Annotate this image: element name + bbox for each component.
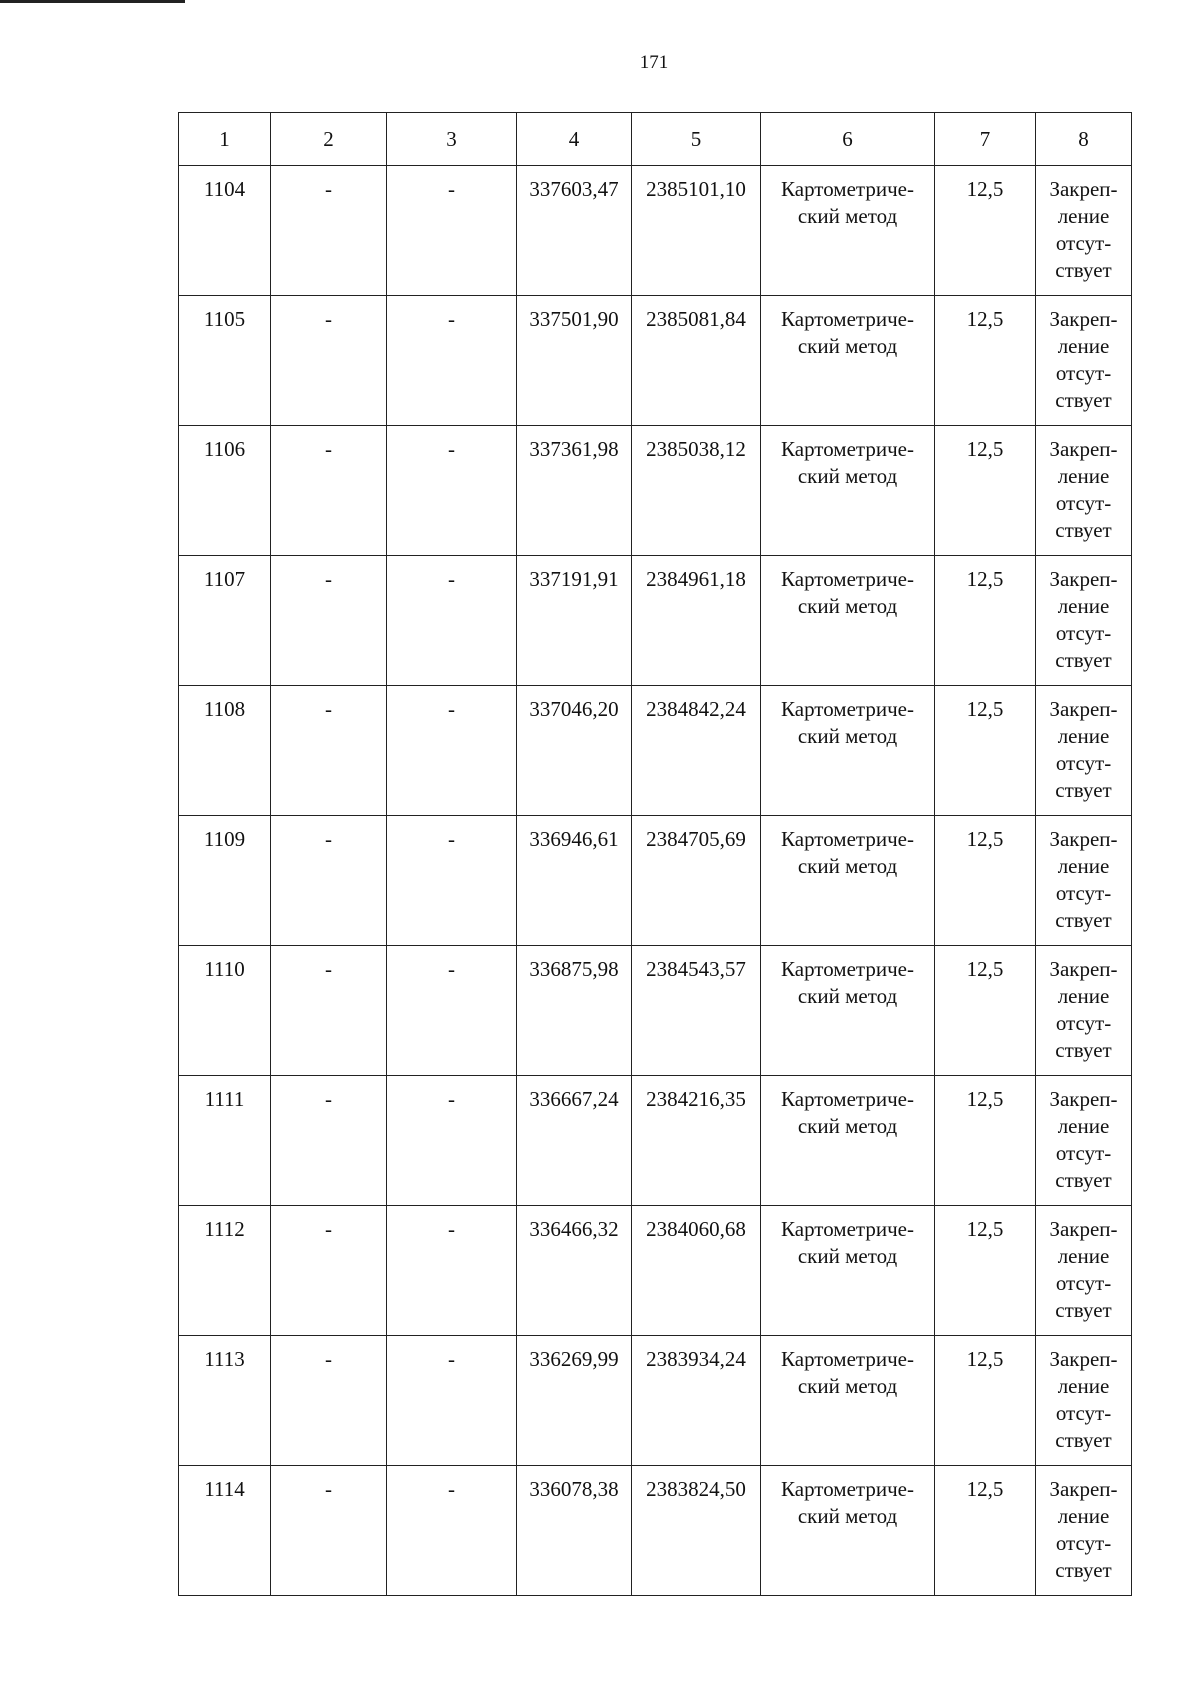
point-number-cell-text: 1110 bbox=[204, 957, 245, 981]
x-coordinate-cell bbox=[517, 946, 632, 1076]
table-row bbox=[179, 296, 1132, 426]
y-coordinate-cell-text: 2384842,24 bbox=[646, 697, 746, 721]
x-coordinate-cell-text: 337191,91 bbox=[529, 567, 619, 591]
y-coordinate-cell bbox=[632, 426, 761, 556]
column-header: 7 bbox=[935, 113, 1036, 166]
method-cell-line: Картометриче- bbox=[781, 957, 914, 981]
accuracy-cell bbox=[935, 1336, 1036, 1466]
x-coordinate-cell-text: 336269,99 bbox=[529, 1347, 619, 1371]
point-number-cell bbox=[179, 296, 271, 426]
y-coordinate-cell-text: 2384705,69 bbox=[646, 827, 746, 851]
x-coordinate-cell-text: 336667,24 bbox=[529, 1087, 619, 1111]
y-coordinate-cell bbox=[632, 816, 761, 946]
note-cell-line: ствует bbox=[1055, 1298, 1112, 1322]
table-header-row bbox=[179, 113, 1132, 166]
note-cell-line: ствует bbox=[1055, 1168, 1112, 1192]
x-coordinate-cell bbox=[517, 296, 632, 426]
point-number-cell bbox=[179, 426, 271, 556]
column-3-cell-text: - bbox=[448, 1217, 455, 1241]
method-cell-line: ский метод bbox=[797, 1504, 898, 1528]
x-coordinate-cell bbox=[517, 1206, 632, 1336]
note-cell-line: ствует bbox=[1055, 1428, 1112, 1452]
method-cell-line: ский метод bbox=[797, 464, 898, 488]
method-cell bbox=[761, 946, 935, 1076]
note-cell-line: Закреп- bbox=[1049, 697, 1118, 721]
table-body bbox=[179, 166, 1132, 1596]
column-3-cell-text: - bbox=[448, 1347, 455, 1371]
x-coordinate-cell bbox=[517, 426, 632, 556]
note-cell-line: Закреп- bbox=[1049, 567, 1118, 591]
accuracy-cell bbox=[935, 166, 1036, 296]
y-coordinate-cell bbox=[632, 1206, 761, 1336]
method-cell-line: ский метод bbox=[797, 984, 898, 1008]
note-cell-line: отсут- bbox=[1055, 361, 1112, 385]
method-cell-line: ский метод bbox=[797, 724, 898, 748]
y-coordinate-cell bbox=[632, 946, 761, 1076]
note-cell-line: ление bbox=[1057, 984, 1110, 1008]
point-number-cell bbox=[179, 1336, 271, 1466]
x-coordinate-cell bbox=[517, 686, 632, 816]
table-row bbox=[179, 1076, 1132, 1206]
method-cell bbox=[761, 1206, 935, 1336]
note-cell bbox=[1036, 1206, 1132, 1336]
y-coordinate-cell bbox=[632, 296, 761, 426]
y-coordinate-cell bbox=[632, 166, 761, 296]
column-2-cell bbox=[271, 166, 387, 296]
note-cell bbox=[1036, 1076, 1132, 1206]
accuracy-cell-text: 12,5 bbox=[966, 1477, 1004, 1501]
method-cell-line: ский метод bbox=[797, 334, 898, 358]
column-header: 2 bbox=[271, 113, 387, 166]
column-2-cell-text: - bbox=[325, 697, 332, 721]
y-coordinate-cell-text: 2383934,24 bbox=[646, 1347, 746, 1371]
note-cell-line: Закреп- bbox=[1049, 957, 1118, 981]
x-coordinate-cell bbox=[517, 556, 632, 686]
y-coordinate-cell-text: 2385101,10 bbox=[646, 177, 746, 201]
accuracy-cell-text: 12,5 bbox=[966, 827, 1004, 851]
column-header: 5 bbox=[632, 113, 761, 166]
x-coordinate-cell-text: 336466,32 bbox=[529, 1217, 619, 1241]
point-number-cell-text: 1106 bbox=[203, 437, 246, 461]
method-cell-line: ский метод bbox=[797, 1114, 898, 1138]
method-cell-line: Картометриче- bbox=[781, 1087, 914, 1111]
column-2-cell bbox=[271, 1336, 387, 1466]
note-cell-line: ление bbox=[1057, 334, 1110, 358]
note-cell bbox=[1036, 1336, 1132, 1466]
column-2-cell bbox=[271, 296, 387, 426]
accuracy-cell bbox=[935, 946, 1036, 1076]
accuracy-cell bbox=[935, 426, 1036, 556]
top-rule bbox=[0, 0, 185, 3]
x-coordinate-cell-text: 336875,98 bbox=[529, 957, 619, 981]
method-cell bbox=[761, 426, 935, 556]
method-cell-line: Картометриче- bbox=[781, 307, 914, 331]
column-3-cell-text: - bbox=[448, 1087, 455, 1111]
column-header: 8 bbox=[1036, 113, 1132, 166]
note-cell bbox=[1036, 686, 1132, 816]
column-3-cell-text: - bbox=[448, 957, 455, 981]
accuracy-cell bbox=[935, 1206, 1036, 1336]
column-2-cell bbox=[271, 946, 387, 1076]
point-number-cell-text: 1112 bbox=[204, 1217, 245, 1241]
method-cell bbox=[761, 1336, 935, 1466]
x-coordinate-cell-text: 337501,90 bbox=[529, 307, 619, 331]
y-coordinate-cell-text: 2384543,57 bbox=[646, 957, 746, 981]
note-cell-line: Закреп- bbox=[1049, 437, 1118, 461]
table-row bbox=[179, 1206, 1132, 1336]
column-2-cell-text: - bbox=[325, 1087, 332, 1111]
note-cell-line: Закреп- bbox=[1049, 1477, 1118, 1501]
note-cell-line: Закреп- bbox=[1049, 307, 1118, 331]
accuracy-cell bbox=[935, 816, 1036, 946]
method-cell bbox=[761, 1076, 935, 1206]
x-coordinate-cell bbox=[517, 1466, 632, 1596]
note-cell bbox=[1036, 426, 1132, 556]
method-cell-line: Картометриче- bbox=[781, 827, 914, 851]
note-cell-line: ление bbox=[1057, 464, 1110, 488]
point-number-cell bbox=[179, 1466, 271, 1596]
column-3-cell bbox=[387, 686, 517, 816]
note-cell-line: Закреп- bbox=[1049, 1347, 1118, 1371]
note-cell-line: ствует bbox=[1055, 518, 1112, 542]
y-coordinate-cell bbox=[632, 1336, 761, 1466]
note-cell-line: Закреп- bbox=[1049, 177, 1118, 201]
method-cell-line: ский метод bbox=[797, 854, 898, 878]
accuracy-cell-text: 12,5 bbox=[966, 177, 1004, 201]
note-cell-line: отсут- bbox=[1055, 621, 1112, 645]
note-cell-line: ствует bbox=[1055, 648, 1112, 672]
note-cell-line: отсут- bbox=[1055, 1401, 1112, 1425]
note-cell-line: Закреп- bbox=[1049, 827, 1118, 851]
note-cell-line: ление bbox=[1057, 724, 1110, 748]
note-cell bbox=[1036, 166, 1132, 296]
column-2-cell-text: - bbox=[325, 1477, 332, 1501]
note-cell-line: отсут- bbox=[1055, 1141, 1112, 1165]
column-2-cell bbox=[271, 816, 387, 946]
method-cell-line: Картометриче- bbox=[781, 697, 914, 721]
y-coordinate-cell-text: 2384216,35 bbox=[646, 1087, 746, 1111]
x-coordinate-cell-text: 336078,38 bbox=[529, 1477, 619, 1501]
method-cell-line: Картометриче- bbox=[781, 1477, 914, 1501]
coordinates-table bbox=[178, 112, 1132, 1596]
method-cell-line: Картометриче- bbox=[781, 1347, 914, 1371]
column-2-cell-text: - bbox=[325, 827, 332, 851]
column-3-cell-text: - bbox=[448, 697, 455, 721]
column-2-cell-text: - bbox=[325, 1217, 332, 1241]
column-header: 4 bbox=[517, 113, 632, 166]
table-row bbox=[179, 1336, 1132, 1466]
column-3-cell bbox=[387, 426, 517, 556]
accuracy-cell-text: 12,5 bbox=[966, 957, 1004, 981]
accuracy-cell bbox=[935, 686, 1036, 816]
y-coordinate-cell bbox=[632, 556, 761, 686]
method-cell-line: Картометриче- bbox=[781, 437, 914, 461]
column-3-cell bbox=[387, 1466, 517, 1596]
x-coordinate-cell-text: 336946,61 bbox=[529, 827, 619, 851]
point-number-cell-text: 1108 bbox=[203, 697, 246, 721]
x-coordinate-cell-text: 337046,20 bbox=[529, 697, 619, 721]
method-cell-line: ский метод bbox=[797, 204, 898, 228]
column-2-cell bbox=[271, 686, 387, 816]
x-coordinate-cell-text: 337603,47 bbox=[529, 177, 619, 201]
method-cell bbox=[761, 556, 935, 686]
method-cell bbox=[761, 816, 935, 946]
column-2-cell-text: - bbox=[325, 437, 332, 461]
x-coordinate-cell-text: 337361,98 bbox=[529, 437, 619, 461]
column-3-cell bbox=[387, 556, 517, 686]
method-cell-line: Картометриче- bbox=[781, 1217, 914, 1241]
note-cell-line: отсут- bbox=[1055, 1271, 1112, 1295]
column-3-cell bbox=[387, 816, 517, 946]
note-cell bbox=[1036, 1466, 1132, 1596]
note-cell-line: ление bbox=[1057, 1114, 1110, 1138]
accuracy-cell bbox=[935, 556, 1036, 686]
note-cell-line: ствует bbox=[1055, 778, 1112, 802]
method-cell bbox=[761, 1466, 935, 1596]
point-number-cell-text: 1113 bbox=[204, 1347, 245, 1371]
column-2-cell bbox=[271, 426, 387, 556]
column-3-cell bbox=[387, 1206, 517, 1336]
point-number-cell bbox=[179, 1206, 271, 1336]
point-number-cell-text: 1111 bbox=[204, 1087, 245, 1111]
note-cell-line: отсут- bbox=[1055, 491, 1112, 515]
note-cell-line: ление bbox=[1057, 1244, 1110, 1268]
column-header: 3 bbox=[387, 113, 517, 166]
column-3-cell-text: - bbox=[448, 177, 455, 201]
column-2-cell bbox=[271, 556, 387, 686]
method-cell-line: Картометриче- bbox=[781, 567, 914, 591]
column-3-cell bbox=[387, 1336, 517, 1466]
note-cell-line: ление bbox=[1057, 204, 1110, 228]
note-cell-line: отсут- bbox=[1055, 751, 1112, 775]
accuracy-cell-text: 12,5 bbox=[966, 1347, 1004, 1371]
note-cell-line: ствует bbox=[1055, 388, 1112, 412]
note-cell-line: отсут- bbox=[1055, 231, 1112, 255]
page-number: 171 bbox=[639, 52, 669, 73]
point-number-cell bbox=[179, 166, 271, 296]
y-coordinate-cell bbox=[632, 686, 761, 816]
note-cell-line: ствует bbox=[1055, 1038, 1112, 1062]
column-2-cell-text: - bbox=[325, 1347, 332, 1371]
point-number-cell bbox=[179, 816, 271, 946]
y-coordinate-cell bbox=[632, 1076, 761, 1206]
column-2-cell-text: - bbox=[325, 567, 332, 591]
table-row bbox=[179, 686, 1132, 816]
point-number-cell-text: 1109 bbox=[203, 827, 246, 851]
note-cell-line: ление bbox=[1057, 1504, 1110, 1528]
point-number-cell-text: 1104 bbox=[203, 177, 246, 201]
y-coordinate-cell-text: 2383824,50 bbox=[646, 1477, 746, 1501]
point-number-cell bbox=[179, 686, 271, 816]
note-cell bbox=[1036, 946, 1132, 1076]
note-cell-line: Закреп- bbox=[1049, 1087, 1118, 1111]
column-3-cell-text: - bbox=[448, 567, 455, 591]
note-cell-line: ление bbox=[1057, 854, 1110, 878]
method-cell-line: ский метод bbox=[797, 1244, 898, 1268]
note-cell bbox=[1036, 296, 1132, 426]
y-coordinate-cell-text: 2385038,12 bbox=[646, 437, 746, 461]
note-cell-line: отсут- bbox=[1055, 1011, 1112, 1035]
method-cell-line: ский метод bbox=[797, 594, 898, 618]
x-coordinate-cell bbox=[517, 166, 632, 296]
table-row bbox=[179, 946, 1132, 1076]
point-number-cell-text: 1107 bbox=[203, 567, 246, 591]
note-cell-line: ствует bbox=[1055, 1558, 1112, 1582]
column-header: 6 bbox=[761, 113, 935, 166]
method-cell-line: Картометриче- bbox=[781, 177, 914, 201]
accuracy-cell-text: 12,5 bbox=[966, 437, 1004, 461]
accuracy-cell bbox=[935, 1466, 1036, 1596]
table-row bbox=[179, 166, 1132, 296]
x-coordinate-cell bbox=[517, 1336, 632, 1466]
accuracy-cell-text: 12,5 bbox=[966, 307, 1004, 331]
point-number-cell bbox=[179, 556, 271, 686]
y-coordinate-cell bbox=[632, 1466, 761, 1596]
column-3-cell-text: - bbox=[448, 307, 455, 331]
note-cell-line: ствует bbox=[1055, 258, 1112, 282]
note-cell-line: отсут- bbox=[1055, 881, 1112, 905]
y-coordinate-cell-text: 2385081,84 bbox=[646, 307, 746, 331]
accuracy-cell bbox=[935, 296, 1036, 426]
column-2-cell bbox=[271, 1206, 387, 1336]
note-cell-line: Закреп- bbox=[1049, 1217, 1118, 1241]
method-cell bbox=[761, 166, 935, 296]
method-cell-line: ский метод bbox=[797, 1374, 898, 1398]
accuracy-cell-text: 12,5 bbox=[966, 567, 1004, 591]
table-row bbox=[179, 1466, 1132, 1596]
column-3-cell-text: - bbox=[448, 1477, 455, 1501]
column-2-cell-text: - bbox=[325, 177, 332, 201]
point-number-cell-text: 1105 bbox=[203, 307, 246, 331]
column-3-cell-text: - bbox=[448, 437, 455, 461]
column-3-cell bbox=[387, 1076, 517, 1206]
note-cell-line: ление bbox=[1057, 1374, 1110, 1398]
accuracy-cell-text: 12,5 bbox=[966, 1087, 1004, 1111]
accuracy-cell-text: 12,5 bbox=[966, 697, 1004, 721]
note-cell-line: ствует bbox=[1055, 908, 1112, 932]
column-2-cell bbox=[271, 1466, 387, 1596]
point-number-cell bbox=[179, 1076, 271, 1206]
method-cell bbox=[761, 296, 935, 426]
method-cell bbox=[761, 686, 935, 816]
x-coordinate-cell bbox=[517, 1076, 632, 1206]
table-row bbox=[179, 816, 1132, 946]
accuracy-cell-text: 12,5 bbox=[966, 1217, 1004, 1241]
point-number-cell bbox=[179, 946, 271, 1076]
point-number-cell-text: 1114 bbox=[204, 1477, 245, 1501]
note-cell-line: отсут- bbox=[1055, 1531, 1112, 1555]
column-2-cell bbox=[271, 1076, 387, 1206]
y-coordinate-cell-text: 2384060,68 bbox=[646, 1217, 746, 1241]
x-coordinate-cell bbox=[517, 816, 632, 946]
note-cell bbox=[1036, 556, 1132, 686]
column-2-cell-text: - bbox=[325, 957, 332, 981]
column-3-cell bbox=[387, 296, 517, 426]
column-3-cell-text: - bbox=[448, 827, 455, 851]
note-cell-line: ление bbox=[1057, 594, 1110, 618]
column-3-cell bbox=[387, 946, 517, 1076]
y-coordinate-cell-text: 2384961,18 bbox=[646, 567, 746, 591]
column-3-cell bbox=[387, 166, 517, 296]
accuracy-cell bbox=[935, 1076, 1036, 1206]
note-cell bbox=[1036, 816, 1132, 946]
column-header: 1 bbox=[179, 113, 271, 166]
column-2-cell-text: - bbox=[325, 307, 332, 331]
table-row bbox=[179, 426, 1132, 556]
table-row bbox=[179, 556, 1132, 686]
